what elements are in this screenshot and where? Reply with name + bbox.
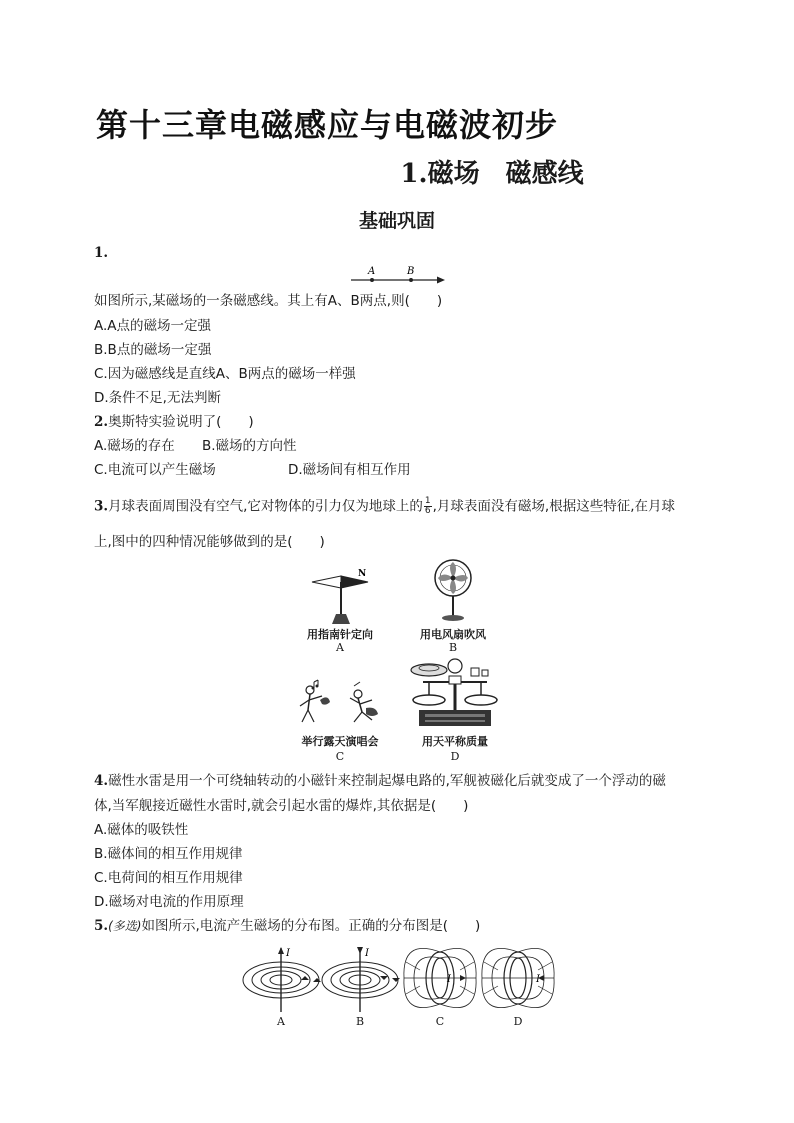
q5-fig-a — [241, 942, 321, 1014]
q2-stem: 奥斯特实验说明了( ) — [108, 414, 254, 430]
concert-figure — [296, 678, 386, 728]
q5-c-current-label: I — [447, 974, 451, 985]
q1-label-a: A — [368, 266, 376, 277]
q5-letter-d: D — [513, 1015, 523, 1028]
compass-north-label: N — [358, 569, 367, 579]
q1-label-b: B — [407, 266, 415, 277]
fig-c-letter: C — [335, 750, 345, 763]
q1-option-b: B.B点的磁场一定强 — [94, 342, 212, 358]
q4-option-c: C.电荷间的相互作用规律 — [94, 870, 243, 886]
q5-letter-a: A — [277, 1015, 285, 1028]
q1-option-a: A.A点的磁场一定强 — [94, 318, 212, 334]
q5-b-current-label: I — [365, 948, 369, 959]
q2-option-c: C.电流可以产生磁场 — [94, 462, 216, 478]
chapter-title: 第十三章电磁感应与电磁波初步 — [96, 106, 559, 144]
q3-stem-line2: 上,图中的四种情况能够做到的是( ) — [94, 534, 325, 550]
electric-fan-figure — [428, 556, 478, 626]
q2-option-b: B.磁场的方向性 — [202, 438, 297, 454]
fig-a-caption: 用指南针定向 — [307, 628, 373, 641]
q1-stem: 如图所示,某磁场的一条磁感线。其上有A、B两点,则( ) — [94, 293, 443, 309]
q5-d-current-label: I — [536, 974, 540, 985]
q3-stem-part2: ,月球表面没有磁场,根据这些特征,在月球 — [432, 498, 675, 515]
q4-stem-part1: 磁性水雷是用一个可绕轴转动的小磁针来控制起爆电路的,军舰被磁化后就变成了一个浮动的磁 — [108, 773, 666, 789]
q3-stem-part1: 月球表面周围没有空气,它对物体的引力仅为地球上的 — [108, 498, 423, 515]
sub-heading: 基础巩固 — [358, 210, 435, 232]
q4-option-b: B.磁体间的相互作用规律 — [94, 846, 243, 862]
q5-letter-c: C — [435, 1015, 445, 1028]
q5-stem: 如图所示,电流产生磁场的分布图。正确的分布图是( ) — [141, 918, 481, 934]
q4-option-a: A.磁体的吸铁性 — [94, 822, 189, 838]
q1-option-d: D.条件不足,无法判断 — [94, 390, 221, 406]
q5-number: 5. — [94, 918, 109, 934]
q3-number: 3. — [94, 498, 109, 515]
q2-option-a: A.磁场的存在 — [94, 438, 175, 454]
fig-d-letter: D — [450, 750, 460, 763]
fig-d-caption: 用天平称质量 — [422, 735, 488, 748]
q5-a-current-label: I — [286, 948, 290, 959]
section-title: 1.磁场 磁感线 — [400, 159, 584, 189]
q3-stem-line1 — [94, 497, 675, 516]
fig-c-caption: 举行露天演唱会 — [301, 735, 379, 748]
q2-number: 2. — [94, 414, 109, 430]
q2-option-d: D.磁场间有相互作用 — [288, 462, 411, 478]
compass-figure — [306, 566, 376, 626]
q5-tag: (多选) — [108, 919, 142, 933]
q4-option-d: D.磁场对电流的作用原理 — [94, 894, 244, 910]
q3-fraction — [424, 497, 432, 516]
fig-b-letter: B — [448, 641, 458, 654]
q5-fig-d — [478, 942, 558, 1014]
q5-letter-b: B — [355, 1015, 365, 1028]
q4-stem-line1 — [94, 772, 666, 790]
q1-number: 1. — [94, 245, 109, 261]
q1-option-c: C.因为磁感线是直线A、B两点的磁场一样强 — [94, 366, 356, 382]
q5-fig-b — [320, 942, 400, 1014]
q5-fig-c — [400, 942, 480, 1014]
q1-field-line-figure — [345, 264, 450, 288]
q5-stem-line — [94, 917, 480, 935]
fig-b-caption: 用电风扇吹风 — [420, 628, 486, 641]
q2-stem-line — [94, 413, 254, 431]
balance-figure — [405, 656, 505, 732]
q3-frac-den: 6 — [424, 506, 431, 516]
q3-frac-num: 1 — [424, 496, 431, 506]
fig-a-letter: A — [336, 641, 344, 654]
q4-number: 4. — [94, 773, 109, 789]
q4-stem-line2: 体,当军舰接近磁性水雷时,就会引起水雷的爆炸,其依据是( ) — [94, 798, 469, 814]
